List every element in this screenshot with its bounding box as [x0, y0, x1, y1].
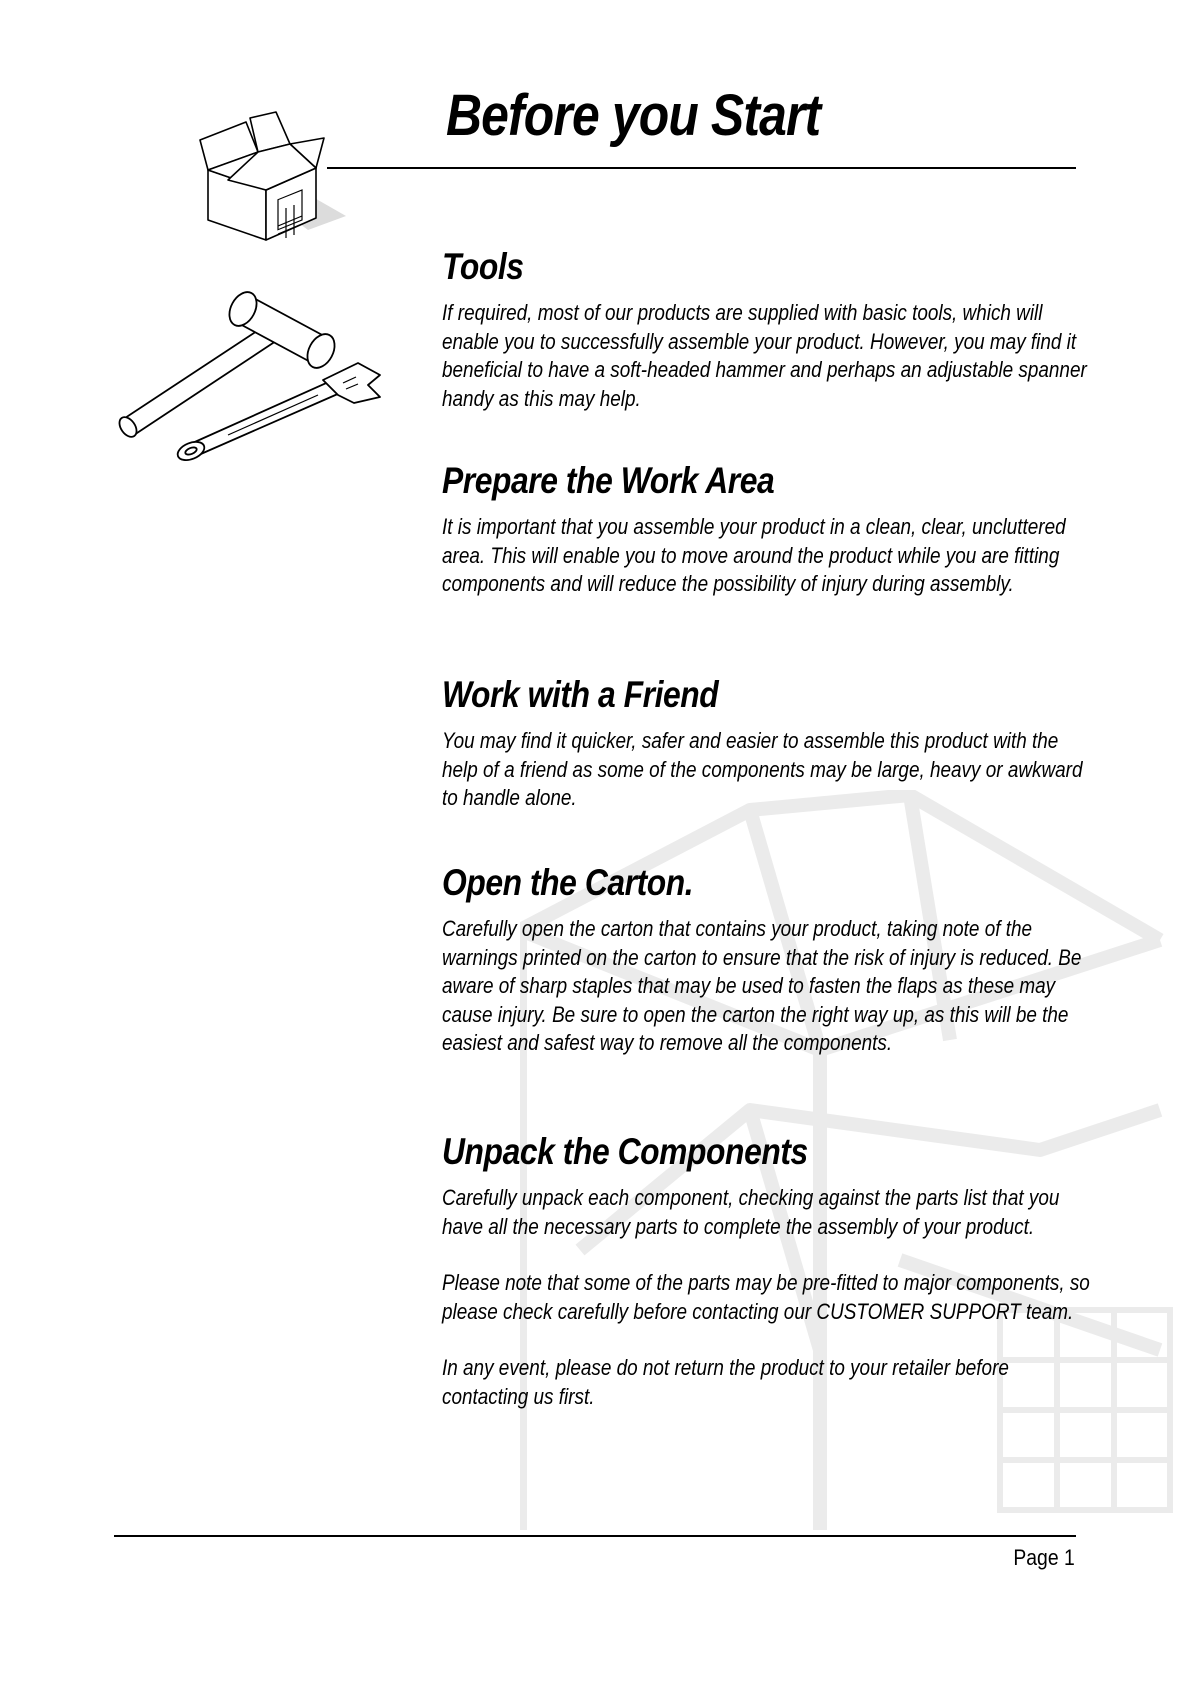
- section-paragraph: If required, most of our products are supplied with basic tools, which will enable you to successfully assemble your product. However, you may find it beneficial to have a soft-headed hammer and perhaps an adjustable spanner handy as this may help.: [442, 300, 1087, 411]
- section-heading: Open the Carton.: [442, 862, 694, 903]
- section-paragraph: It is important that you assemble your product in a clean, clear, uncluttered area. This will enable you to move around the product while you are fitting components and will reduce the possibility of injury during assembly.: [442, 514, 1066, 596]
- section-paragraph: Carefully unpack each component, checking against the parts list that you have all the necessary parts to complete the assembly of your product.: [442, 1185, 1060, 1239]
- section-prepare-work-area: [442, 459, 1092, 599]
- page-title: Before you Start: [446, 83, 821, 148]
- section-unpack-components: [442, 1130, 1092, 1411]
- page-number: Page 1: [1013, 1545, 1075, 1570]
- section-tools: [442, 245, 1092, 413]
- section-work-with-friend: [442, 673, 1092, 813]
- section-heading: Work with a Friend: [442, 674, 719, 715]
- section-heading: Prepare the Work Area: [442, 460, 775, 501]
- section-paragraph: In any event, please do not return the product to your retailer before contacting us first.: [442, 1355, 1009, 1409]
- hammer-and-spanner-icon: [118, 285, 398, 465]
- section-paragraph: You may find it quicker, safer and easier to assemble this product with the help of a friend as some of the components may be large, heavy or awkward to handle alone.: [442, 728, 1083, 810]
- section-paragraph: Please note that some of the parts may be pre-fitted to major components, so please check carefully before contacting our CUSTOMER SUPPORT team.: [442, 1270, 1090, 1324]
- box-icon: [198, 110, 358, 250]
- section-heading: Unpack the Components: [442, 1131, 808, 1172]
- title-divider: [327, 167, 1076, 169]
- section-heading: Tools: [442, 246, 524, 287]
- section-paragraph: Carefully open the carton that contains your product, taking note of the warnings printed on the carton to ensure that the risk of injury is reduced. Be aware of sharp staples that may be used to fasten the flaps as these may cause injury. Be sure to open the carton the right way up, as this will be the easiest and safest way to remove all the components.: [442, 916, 1082, 1055]
- section-open-carton: [442, 861, 1092, 1058]
- footer-divider: [114, 1535, 1076, 1537]
